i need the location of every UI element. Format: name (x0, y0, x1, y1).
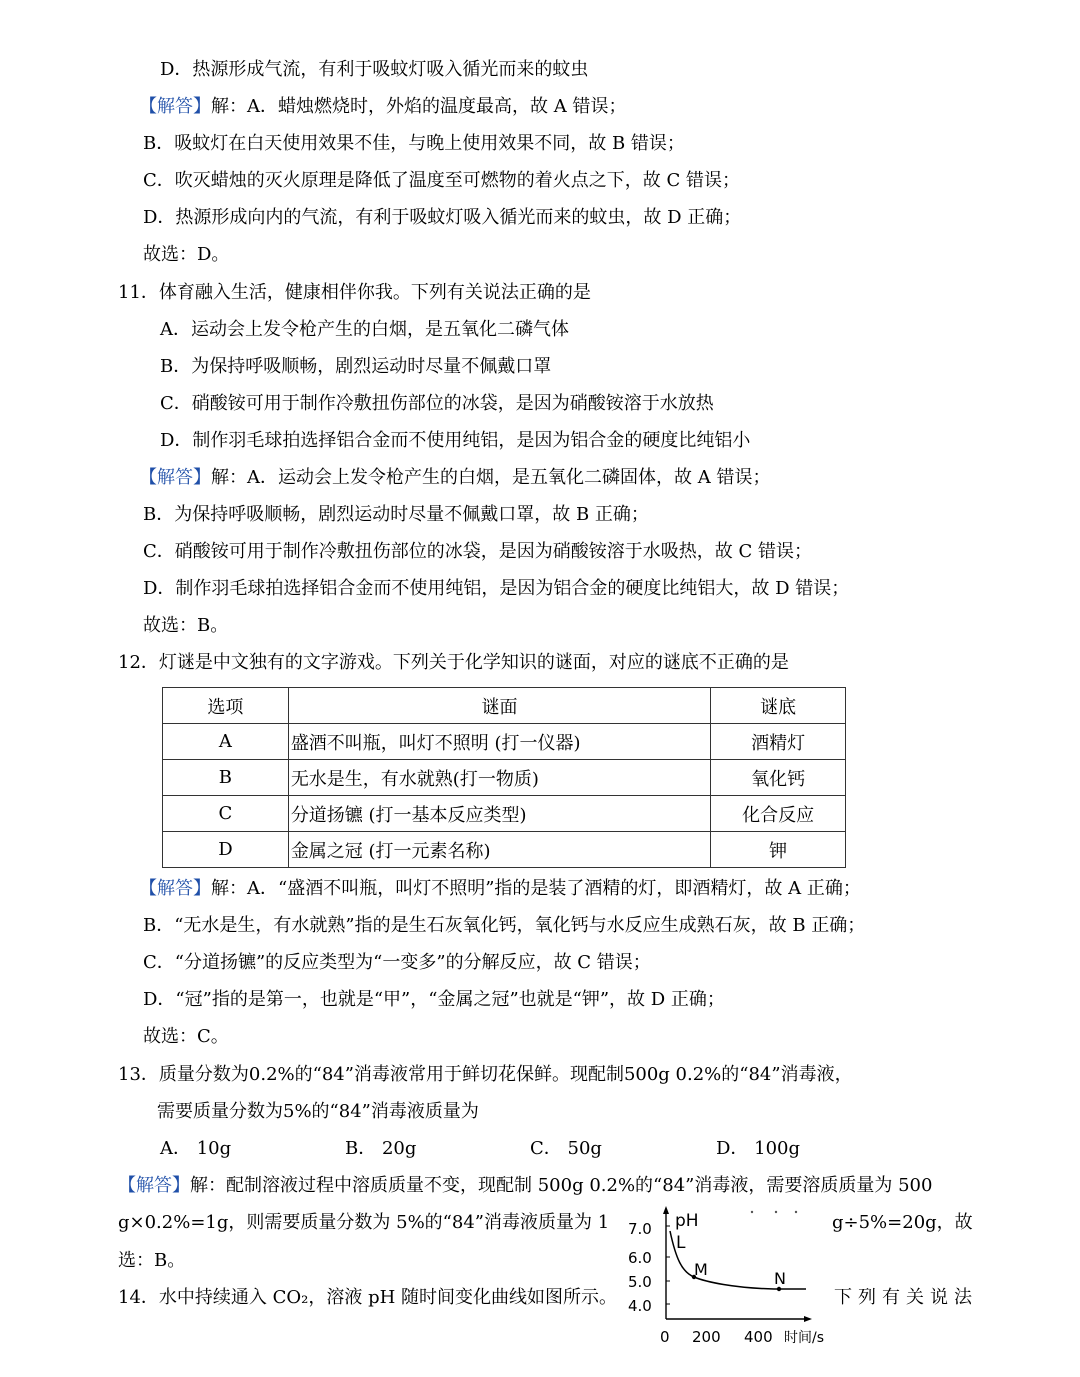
q10-answer-line-1: 解：A．蜡烛燃烧时，外焰的温度最高，故 A 错误； (211, 96, 627, 117)
q13-answer-line-2-left: g×0.2%=1g，则需要质量分数为 5%的“84”消毒液质量为 1 (118, 1212, 610, 1233)
y-axis-arrow-icon (663, 1206, 669, 1214)
q14-stem-right: 下列有关说法 (834, 1287, 978, 1308)
table-header: 谜底 (711, 688, 846, 724)
q13-option-c: C． 50g (530, 1138, 602, 1159)
x-tick-label: 0 (660, 1328, 670, 1346)
q10-answer-line-5: 故选：D。 (143, 244, 230, 265)
table-cell: 钾 (711, 832, 846, 868)
x-tick-label: 400 (744, 1328, 773, 1346)
table-header-row (163, 688, 846, 724)
y-axis-label: pH (675, 1211, 699, 1231)
q10-answer-line-3: C．吹灭蜡烛的灭火原理是降低了温度至可燃物的着火点之下，故 C 错误； (143, 170, 740, 191)
q11-answer-line-5: 故选：B。 (143, 615, 229, 636)
q11-option-b: B．为保持呼吸顺畅，剧烈运动时尽量不佩戴口罩 (160, 356, 552, 377)
table-cell: D (163, 832, 289, 868)
q12-answer-line-2: B．“无水是生，有水就熟”指的是生石灰氧化钙，氧化钙与水反应生成熟石灰，故 B 正确； (143, 915, 866, 936)
q11-option-d: D．制作羽毛球拍选择铝合金而不使用纯铝，是因为铝合金的硬度比纯铝小 (160, 430, 751, 451)
ph-time-graph (624, 1204, 834, 1350)
table-cell: A (163, 724, 289, 760)
q11-answer-line-4: D．制作羽毛球拍选择铝合金而不使用纯铝，是因为铝合金的硬度比纯铝大，故 D 错误； (143, 578, 850, 599)
y-tick-label: 6.0 (628, 1249, 652, 1267)
point-l-label: L (676, 1233, 686, 1253)
q14-stem-left: 14．水中持续通入 CO₂，溶液 pH 随时间变化曲线如图所示。 (118, 1287, 618, 1308)
q13-option-a: A． 10g (160, 1138, 232, 1159)
q13-answer (118, 1174, 932, 1198)
point-m-label: M (694, 1260, 708, 1279)
point-n-label: N (774, 1269, 786, 1288)
x-axis-arrow-icon (804, 1316, 812, 1322)
q12-answer-line-5: 故选：C。 (143, 1026, 229, 1047)
table-cell: 氧化钙 (711, 760, 846, 796)
table-cell: 酒精灯 (711, 724, 846, 760)
q12-stem: 12．灯谜是中文独有的文字游戏。下列关于化学知识的谜面，对应的谜底不正确的是 (118, 652, 789, 673)
y-tick-label: 4.0 (628, 1297, 652, 1315)
q11-option-c: C．硝酸铵可用于制作冷敷扭伤部位的冰袋，是因为硝酸铵溶于水放热 (160, 393, 714, 414)
scan-dot (795, 1211, 797, 1213)
table-cell: 无水是生，有水就熟(打一物质) (288, 760, 710, 796)
q11-stem: 11．体育融入生活，健康相伴你我。下列有关说法正确的是 (118, 282, 591, 303)
table-cell: C (163, 796, 289, 832)
answer-tag: 【解答】 (118, 1175, 190, 1196)
q13-answer-line-3: 选：B。 (118, 1250, 186, 1271)
table-cell: B (163, 760, 289, 796)
q12-answer (139, 877, 861, 901)
q12-answer-line-1: 解：A．“盛酒不叫瓶，叫灯不照明”指的是装了酒精的灯，即酒精灯，故 A 正确； (211, 878, 861, 899)
q11-answer-line-1: 解：A．运动会上发令枪产生的白烟，是五氧化二磷固体，故 A 错误； (211, 467, 771, 488)
q11-answer-line-3: C．硝酸铵可用于制作冷敷扭伤部位的冰袋，是因为硝酸铵溶于水吸热，故 C 错误； (143, 541, 812, 562)
table-cell: 分道扬镳 (打一基本反应类型) (288, 796, 710, 832)
table-cell: 化合反应 (711, 796, 846, 832)
table-cell: 盛酒不叫瓶，叫灯不照明 (打一仪器) (288, 724, 710, 760)
q13-answer-line-1: 解：配制溶液过程中溶质质量不变，现配制 500g 0.2%的“84”消毒液，需要溶质质量为 500 (190, 1175, 933, 1196)
table-header: 谜面 (288, 688, 710, 724)
q13-option-b: B． 20g (345, 1138, 417, 1159)
q10-answer-line-2: B．吸蚊灯在白天使用效果不佳，与晚上使用效果不同，故 B 错误； (143, 133, 685, 154)
x-axis-label: 时间/s (784, 1330, 825, 1346)
riddle-table (162, 687, 846, 868)
scan-dot (775, 1211, 777, 1213)
scan-dot (751, 1211, 753, 1213)
answer-tag: 【解答】 (139, 878, 211, 899)
x-tick-label: 200 (692, 1328, 721, 1346)
answer-tag: 【解答】 (139, 96, 211, 117)
table-header: 选项 (163, 688, 289, 724)
q11-option-a: A．运动会上发令枪产生的白烟，是五氧化二磷气体 (160, 319, 569, 340)
table-row (163, 760, 846, 796)
q11-answer-line-2: B．为保持呼吸顺畅，剧烈运动时尽量不佩戴口罩，故 B 正确； (143, 504, 649, 525)
q12-answer-line-4: D．“冠”指的是第一，也就是“甲”，“金属之冠”也就是“钾”，故 D 正确； (143, 989, 725, 1010)
q13-option-d: D． 100g (716, 1138, 801, 1159)
q10-answer-line-4: D．热源形成向内的气流，有利于吸蚊灯吸入循光而来的蚊虫，故 D 正确； (143, 207, 742, 228)
table-row (163, 832, 846, 868)
q13-answer-line-2-right: g÷5%=20g，故 (832, 1212, 973, 1233)
q11-answer (139, 466, 770, 490)
table-row (163, 724, 846, 760)
q12-answer-line-3: C．“分道扬镳”的反应类型为“一变多”的分解反应，故 C 错误； (143, 952, 651, 973)
table-cell: 金属之冠 (打一元素名称) (288, 832, 710, 868)
table-row (163, 796, 846, 832)
q13-stem-line-1: 13．质量分数为0.2%的“84”消毒液常用于鲜切花保鲜。现配制500g 0.2%的“84”消毒液， (118, 1064, 853, 1085)
q10-option-d: D．热源形成气流，有利于吸蚊灯吸入循光而来的蚊虫 (160, 59, 589, 80)
q13-stem-line-2: 需要质量分数为5%的“84”消毒液质量为 (157, 1101, 479, 1122)
y-tick-label: 5.0 (628, 1273, 652, 1291)
q10-answer (139, 95, 626, 119)
y-tick-label: 7.0 (628, 1220, 652, 1238)
answer-tag: 【解答】 (139, 467, 211, 488)
